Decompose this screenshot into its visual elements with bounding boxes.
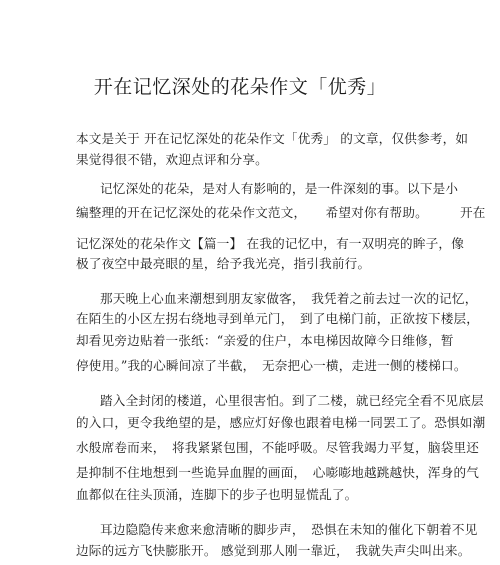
text-line: 是抑制不住地想到一些诡异血腥的画面， 心嘭嘭地越跳越快，浑身的气 <box>76 465 480 480</box>
text-line: 却看见旁边贴着一张纸：“亲爱的住户，本电梯因故障今日维修，暂 <box>76 333 454 348</box>
text-line: 果觉得很不错，欢迎点评和分享。 <box>76 152 268 167</box>
text-line: 记忆深处的花朵作文【篇一】 在我的记忆中，有一双明亮的眸子，像 <box>76 236 465 251</box>
text-line: 编整理的开在记忆深处的花朵作文范文， 希望对你有帮助。 开在 <box>76 205 486 220</box>
text-line: 血都似在往头顶涌，连脚下的步子也明显慌乱了。 <box>76 487 358 502</box>
article-title: 开在记忆深处的花朵作文「优秀」 <box>93 76 387 98</box>
text-line: 踏入全封闭的楼道，心里很害怕。到了二楼，就已经完全看不见底层 <box>100 393 484 408</box>
text-line: 边际的远方飞快膨胀开。 感觉到那人刚一靠近， 我就失声尖叫出来。 <box>76 543 471 558</box>
text-line: 极了夜空中最亮眼的星，给予我光亮，指引我前行。 <box>76 256 371 271</box>
text-line: 记忆深处的花朵，是对人有影响的，是一件深刻的事。以下是小 <box>100 181 459 196</box>
text-line: 停使用。”我的心瞬间凉了半截， 无奈把心一横，走进一侧的楼梯口。 <box>76 358 467 373</box>
text-line: 那天晚上心血来潮想到朋友家做客， 我凭着之前去过一次的记忆， <box>100 291 478 306</box>
text-line: 的入口，更令我绝望的是，感应灯好像也跟着电梯一同罢工了。恐惧如潮 <box>76 415 486 430</box>
text-line: 水般席卷而来， 将我紧紧包围，不能呼吸。尽管我竭力平复，脑袋里还 <box>76 440 480 455</box>
text-line: 本文是关于 开在记忆深处的花朵作文「优秀」 的文章，仅供参考，如 <box>76 131 469 146</box>
text-line: 耳边隐隐传来愈来愈清晰的脚步声， 恐惧在未知的催化下朝着不见 <box>100 522 478 537</box>
text-line: 在陌生的小区左拐右绕地寻到单元门， 到了电梯门前，正欲按下楼层， <box>76 311 480 326</box>
